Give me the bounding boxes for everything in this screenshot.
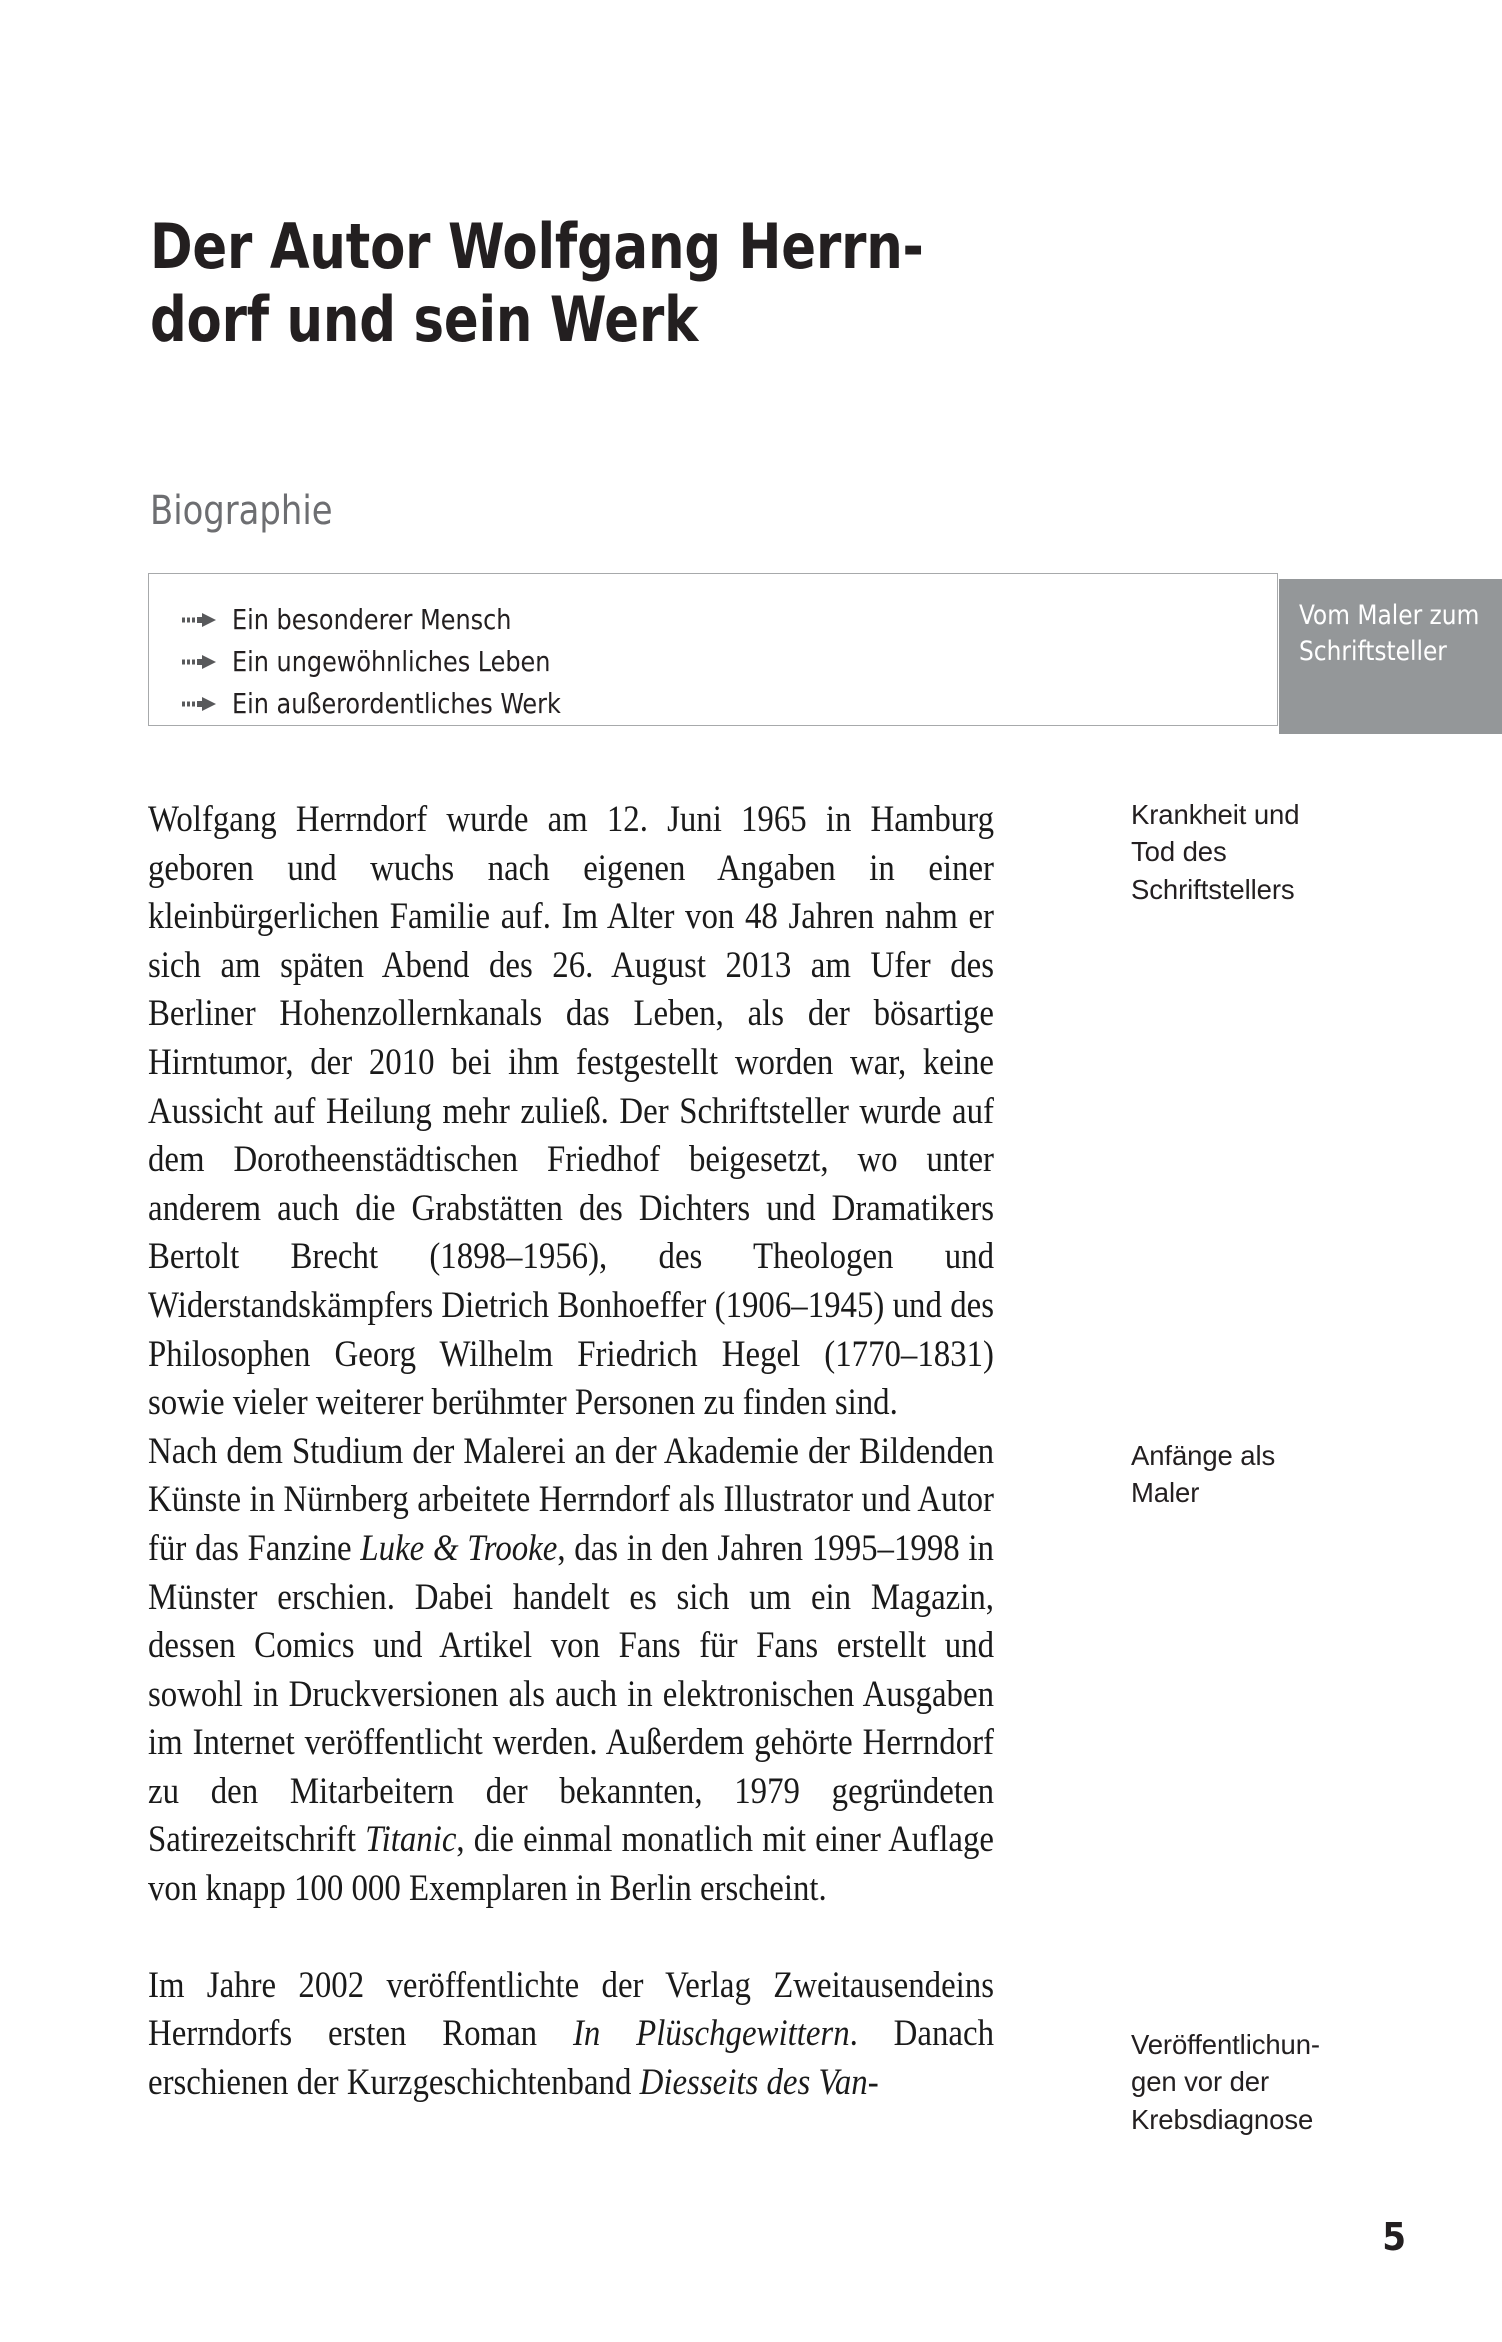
dashed-right-arrow-icon — [170, 695, 232, 713]
margin-note-veroeffentlichungen — [1131, 2026, 1431, 2138]
page-number: 5 — [1382, 2215, 1406, 2259]
margin-note-line-1: Veröffentlichun- — [1131, 2029, 1320, 2060]
paragraph-2-part-1: Nach dem Studium der Malerei an der Akademie der Bildenden Künste in Nürnberg arbeitete Herrndorf als Illustrator und Autor für das Fanzine — [148, 1429, 994, 1568]
body-paragraph-2 — [148, 1427, 994, 1913]
overview-bullet-list — [170, 599, 1250, 725]
paragraph-2-part-2: , das in den Jahren 1995–1998 in Münster erschien. Dabei handelt es sich um ein Magazin, dessen Comics und Artikel von Fans für Fans erstellt und sowohl in Druckversionen als auch in elektronischen Ausgaben im Internet veröffentlicht werden. Außerdem gehörte Herrndorf zu den Mitarbeitern der bekannten, 1979 gegründeten Satirezeitschrift — [148, 1526, 994, 1860]
page-title-line-2: dorf und sein Werk — [150, 282, 699, 356]
page-title — [150, 210, 1070, 356]
overview-accent-note — [1299, 598, 1502, 670]
list-item-label: Ein ungewöhnliches Leben — [232, 645, 551, 678]
list-item — [170, 683, 1250, 725]
overview-accent-note-line-2: Schriftsteller — [1299, 635, 1447, 667]
margin-note-line-2: gen vor der — [1131, 2066, 1270, 2098]
list-item — [170, 599, 1250, 641]
dashed-right-arrow-icon — [170, 611, 232, 629]
margin-note-line-1: Krankheit und — [1131, 799, 1300, 830]
title-luke-und-trooke: Luke & Trooke — [360, 1526, 558, 1568]
body-paragraph-1: Wolfgang Herrndorf wurde am 12. Juni 1965 in Hamburg geboren und wuchs nach eigenen Angaben in einer kleinbürgerlichen Familie auf. Im Alter von 48 Jahren nahm er sich am späten Abend des 26. August 2013 am Ufer des Berliner Hohenzollernkanals das Leben, als der bösartige Hirntumor, der 2010 bei ihm festgestellt worden war, keine Aussicht auf Heilung mehr zuließ. Der Schriftsteller wurde auf dem Dorotheenstädtischen Friedhof beigesetzt, wo unter anderem auch die Grabstätten des Dichters und Dramatikers Bertolt Brecht (1898–1956), des Theologen und Widerstandskämpfers Dietrich Bonhoeffer (1906–1945) und des Philosophen Georg Wilhelm Friedrich Hegel (1770–1831) sowie vieler weiterer berühmter Personen zu finden sind. — [148, 798, 994, 1423]
paragraph-2-part-3: , die einmal monatlich mit einer Auflage von knapp 100 000 Exemplaren in Berlin erscheint. — [148, 1818, 995, 1909]
list-item-label: Ein außerordentliches Werk — [232, 687, 561, 720]
overview-box-accent-panel — [1279, 579, 1502, 734]
dashed-right-arrow-icon — [170, 653, 232, 671]
title-titanic: Titanic — [365, 1818, 457, 1860]
section-subheading: Biographie — [150, 488, 333, 535]
body-paragraph-3 — [148, 1961, 994, 2107]
title-in-plueschgewittern: In Plüschgewittern — [572, 2012, 850, 2054]
overview-accent-note-line-1: Vom Maler zum — [1299, 600, 1480, 631]
margin-note-line-2: Tod des — [1131, 836, 1227, 868]
margin-note-anfaenge-als-maler — [1131, 1437, 1431, 1512]
paragraph-3-part-1: Im Jahre 2002 veröffentlichte der Verlag Zweitausendeins Herrndorfs ersten Roman — [148, 1963, 994, 2054]
margin-note-line-3: Krebsdiagnose — [1131, 2103, 1314, 2135]
list-item-label: Ein besonderer Mensch — [232, 603, 512, 636]
margin-note-line-2: Maler — [1131, 1477, 1200, 1509]
body-text-column — [148, 795, 994, 2106]
margin-note-line-3: Schriftstellers — [1131, 873, 1295, 905]
page-title-line-1: Der Autor Wolfgang Herrn- — [150, 209, 924, 283]
margin-note-krankheit-und-tod — [1131, 796, 1431, 908]
list-item — [170, 641, 1250, 683]
chapter-overview-box — [148, 573, 1480, 728]
paragraph-3-part-2: . Danach erschienen der Kurzgeschichtenband — [148, 2012, 994, 2102]
margin-note-line-1: Anfänge als — [1131, 1440, 1276, 1471]
title-diesseits-des-van: Diesseits des Van- — [639, 2060, 879, 2102]
